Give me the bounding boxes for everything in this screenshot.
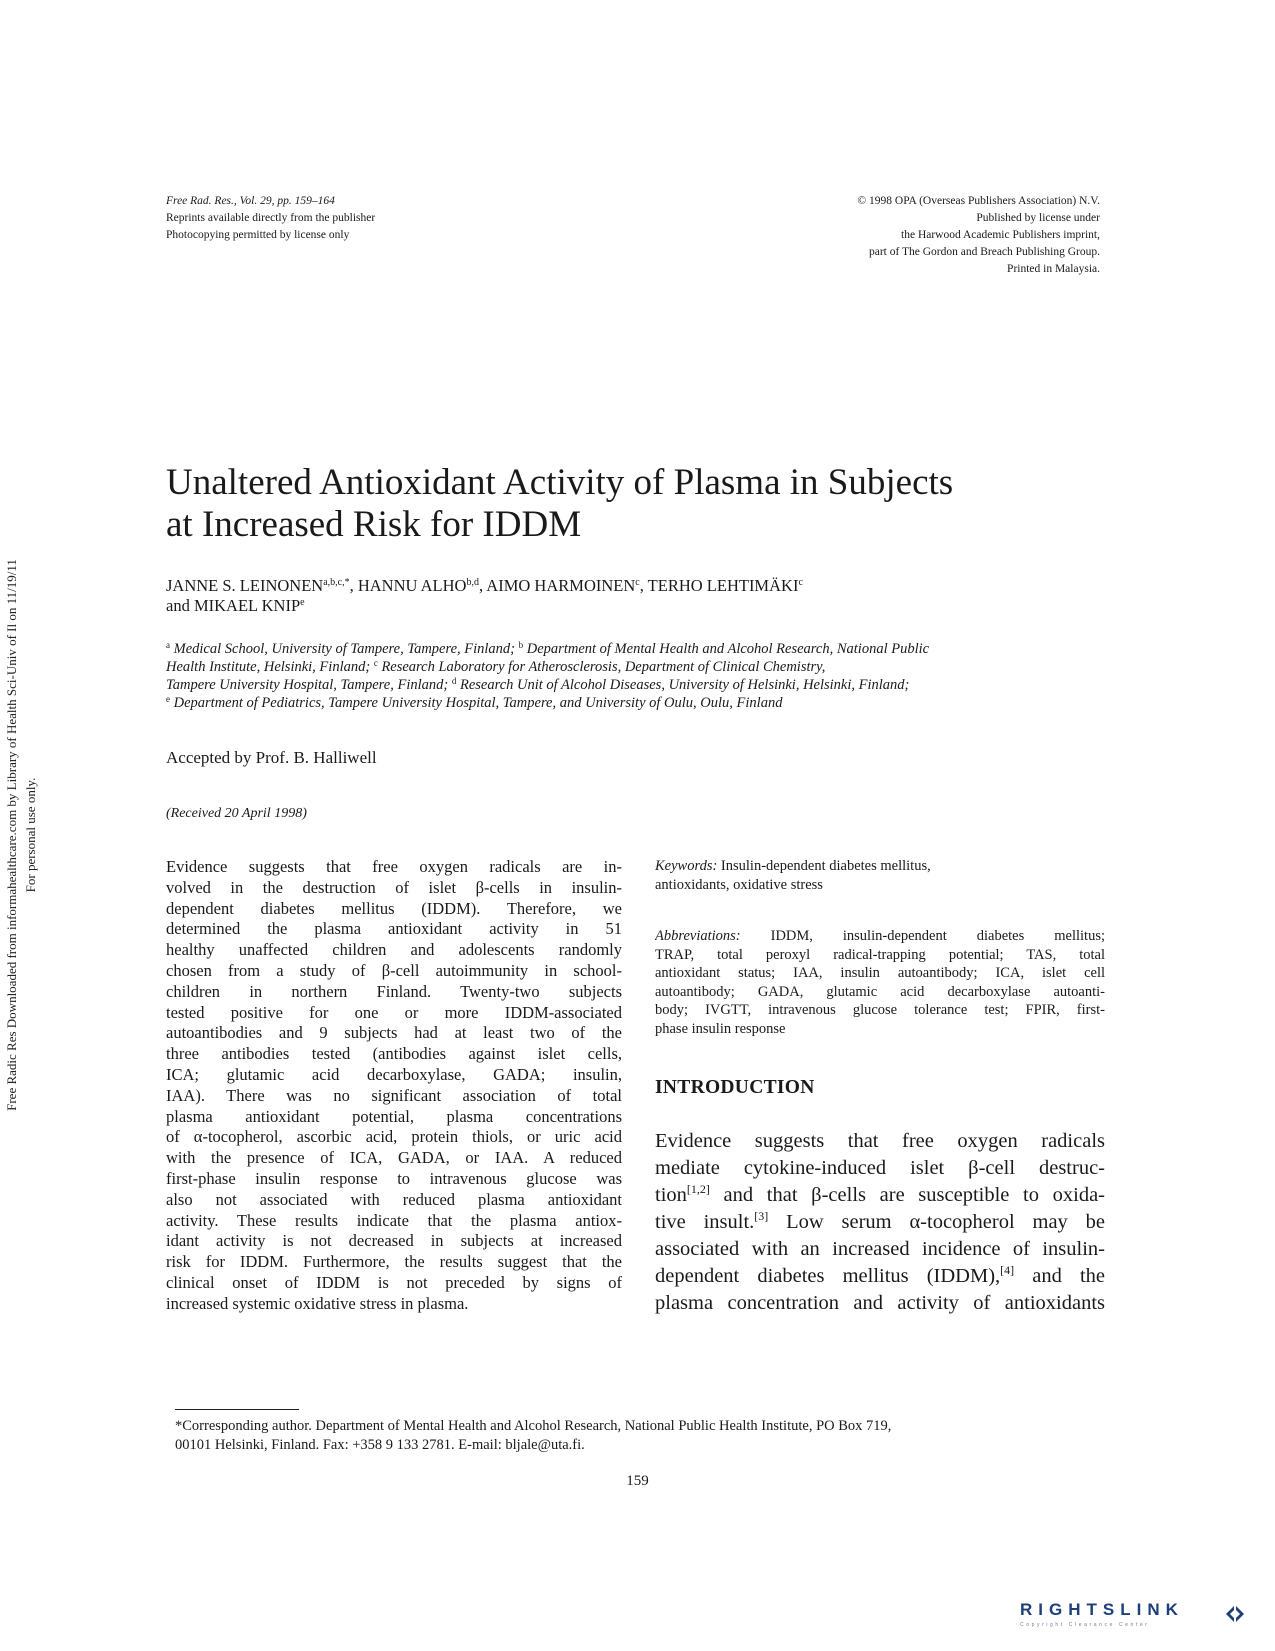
watermark-line: For personal use only. <box>23 777 38 893</box>
title-line: at Increased Risk for IDDM <box>166 504 582 545</box>
abstract-line: risk for IDDM. Furthermore, the results suggest that the <box>166 1252 622 1272</box>
abbreviations-line: antioxidant status; IAA, insulin autoantibody; ICA, islet cell <box>655 965 1105 981</box>
reprints-line: Reprints available directly from the publisher <box>166 212 376 224</box>
body-line: tion[1,2] and that β-cells are susceptible to oxida- <box>655 1182 1105 1206</box>
rightslink-wordmark: RIGHTSLINK <box>1020 1600 1184 1619</box>
abstract-line: also not associated with reduced plasma antioxidant <box>166 1189 622 1209</box>
body-line: Evidence suggests that free oxygen radicals <box>655 1130 1105 1152</box>
author-name: , TERHO LEHTIMÄKI <box>639 576 799 595</box>
abstract-line: healthy unaffected children and adolescents randomly <box>166 940 622 960</box>
abbreviations-line: autoantibody; GADA, glutamic acid decarboxylase autoanti- <box>655 983 1105 1000</box>
abstract-line: plasma antioxidant potential, plasma concentrations <box>166 1106 622 1126</box>
abbreviations-label: Abbreviations: <box>655 928 741 944</box>
abstract-line: clinical onset of IDDM is not preceded by signs of <box>166 1272 622 1292</box>
journal-citation <box>166 193 526 244</box>
keywords-label: Keywords: <box>655 858 718 874</box>
license-line: Published by license under <box>976 212 1100 224</box>
abstract-line: three antibodies tested (antibodies against islet cells, <box>166 1044 622 1064</box>
abstract-line: dependent diabetes mellitus (IDDM). Therefore, we <box>166 898 622 918</box>
abstract-line: tested positive for one or more IDDM-associated <box>166 1002 622 1022</box>
footnote-rule <box>175 1409 299 1410</box>
abstract-line: determined the plasma antioxidant activity in 51 <box>166 919 622 939</box>
body-line: tive insult.[3] Low serum α-tocopherol may be <box>655 1209 1105 1233</box>
body-line: associated with an increased incidence of insulin- <box>655 1238 1105 1260</box>
page-number: 159 <box>626 1473 649 1489</box>
abstract <box>166 857 622 1315</box>
affiliation-line: Health Institute, Helsinki, Finland; $^c$ Research Laboratory for Atherosclerosis, Department of Clinical Chemistry, <box>166 658 826 675</box>
paper-title <box>166 462 1126 546</box>
abstract-line: chosen from a study of β-cell autoimmunity in school- <box>166 960 622 980</box>
footnote-line: 00101 Helsinki, Finland. Fax: +358 9 133 2781. E-mail: bljale@uta.fi. <box>175 1437 585 1453</box>
affiliation-line: $^a$ Medical School, University of Tampere, Tampere, Finland; $^b$ Department of Mental Health and Alcohol Research, National Public <box>166 640 930 657</box>
footnote-line: *Corresponding author. Department of Mental Health and Alcohol Research, National Public Health Institute, PO Box 719, <box>175 1418 892 1434</box>
rightslink-tagline: Copyright Clearance Center <box>1020 1622 1150 1628</box>
abstract-line: with the presence of ICA, GADA, or IAA. A reduced <box>166 1148 622 1168</box>
download-watermark <box>2 475 42 1195</box>
body-line: mediate cytokine-induced islet β-cell destruc- <box>655 1157 1105 1179</box>
affiliation-line: $^e$ Department of Pediatrics, Tampere University Hospital, Tampere, and University of Oulu, Oulu, Finland <box>166 694 783 711</box>
abstract-line: increased systemic oxidative stress in plasma. <box>166 1293 469 1313</box>
body-line: plasma concentration and activity of antioxidants <box>655 1292 1105 1314</box>
abstract-line: idant activity is not decreased in subjects at increased <box>166 1231 622 1251</box>
author-name: , AIMO HARMOINEN <box>478 576 636 595</box>
abstract-line: first-phase insulin response to intravenous glucose was <box>166 1168 622 1188</box>
abstract-line: IAA). There was no significant association of total <box>166 1085 622 1105</box>
affiliation-line: Tampere University Hospital, Tampere, Finland; $^d$ Research Unit of Alcohol Diseases, University of Helsinki, Helsinki, Finland; <box>166 676 910 693</box>
body-line: dependent diabetes mellitus (IDDM),[4] and the <box>655 1263 1105 1287</box>
abstract-line: activity. These results indicate that the plasma antiox- <box>166 1210 622 1230</box>
abbreviations-line: TRAP, total peroxyl radical-trapping potential; TAS, total <box>655 946 1105 963</box>
introduction-text <box>655 1128 1105 1317</box>
copyright-line: © 1998 OPA (Overseas Publishers Association) N.V. <box>857 195 1100 207</box>
citation-ref: [3] <box>754 1209 769 1223</box>
keywords <box>655 857 1105 894</box>
author-marker: b,d <box>466 577 479 588</box>
abstract-line: ICA; glutamic acid decarboxylase, GADA; insulin, <box>166 1064 622 1084</box>
abbreviations-line: Abbreviations: IDDM, insulin-dependent diabetes mellitus; <box>655 928 1105 944</box>
imprint-line: the Harwood Academic Publishers imprint, <box>901 229 1100 241</box>
citation-ref: [4] <box>1000 1263 1015 1277</box>
abstract-line: volved in the destruction of islet β-cells in insulin- <box>166 877 622 897</box>
author-marker: e <box>300 597 305 608</box>
abbreviations-line: body; IVGTT, intravenous glucose tolerance test; FPIR, first- <box>655 1002 1105 1018</box>
keywords-line: antioxidants, oxidative stress <box>655 876 823 893</box>
affiliations <box>166 640 1126 712</box>
photocopy-line: Photocopying permitted by license only <box>166 229 350 241</box>
author-marker: a,b,c,* <box>323 577 350 588</box>
abstract-line: children in northern Finland. Twenty-two subjects <box>166 981 622 1001</box>
accepted-by: Accepted by Prof. B. Halliwell <box>166 748 377 767</box>
keywords-line: Keywords: Insulin-dependent diabetes mellitus, <box>655 858 931 874</box>
author-name: JANNE S. LEINONEN <box>166 576 324 595</box>
author-name: , HANNU ALHO <box>349 576 467 595</box>
abstract-line: autoantibodies and 9 subjects had at least two of the <box>166 1023 622 1043</box>
rightslink-logo[interactable] <box>1020 1600 1250 1636</box>
corresponding-author-footnote <box>175 1417 1105 1455</box>
abstract-line: Evidence suggests that free oxygen radicals are in- <box>166 857 622 876</box>
author-marker: c <box>635 577 640 588</box>
group-line: part of The Gordon and Breach Publishing Group. <box>868 246 1100 258</box>
citation-line: Free Rad. Res., Vol. 29, pp. 159–164 <box>166 195 335 207</box>
citation-ref: [1,2] <box>686 1182 710 1196</box>
author-list <box>166 576 1126 616</box>
section-heading: INTRODUCTION <box>655 1077 815 1098</box>
title-line: Unaltered Antioxidant Activity of Plasma in Subjects <box>166 462 954 503</box>
author-name: and MIKAEL KNIP <box>166 596 301 615</box>
received-date: (Received 20 April 1998) <box>166 806 307 821</box>
author-marker: c <box>798 577 803 588</box>
abbreviations <box>655 927 1105 1038</box>
rightslink-arrow-icon <box>1222 1602 1248 1626</box>
printed-line: Printed in Malaysia. <box>1007 263 1100 275</box>
copyright-block <box>690 193 1100 278</box>
watermark-line: Free Radic Res Downloaded from informahealthcare.com by Library of Health Sci-Univ of Il on 11/19/11 <box>4 559 19 1111</box>
abbreviations-line: phase insulin response <box>655 1020 786 1037</box>
abstract-line: of α-tocopherol, ascorbic acid, protein thiols, or uric acid <box>166 1127 622 1147</box>
